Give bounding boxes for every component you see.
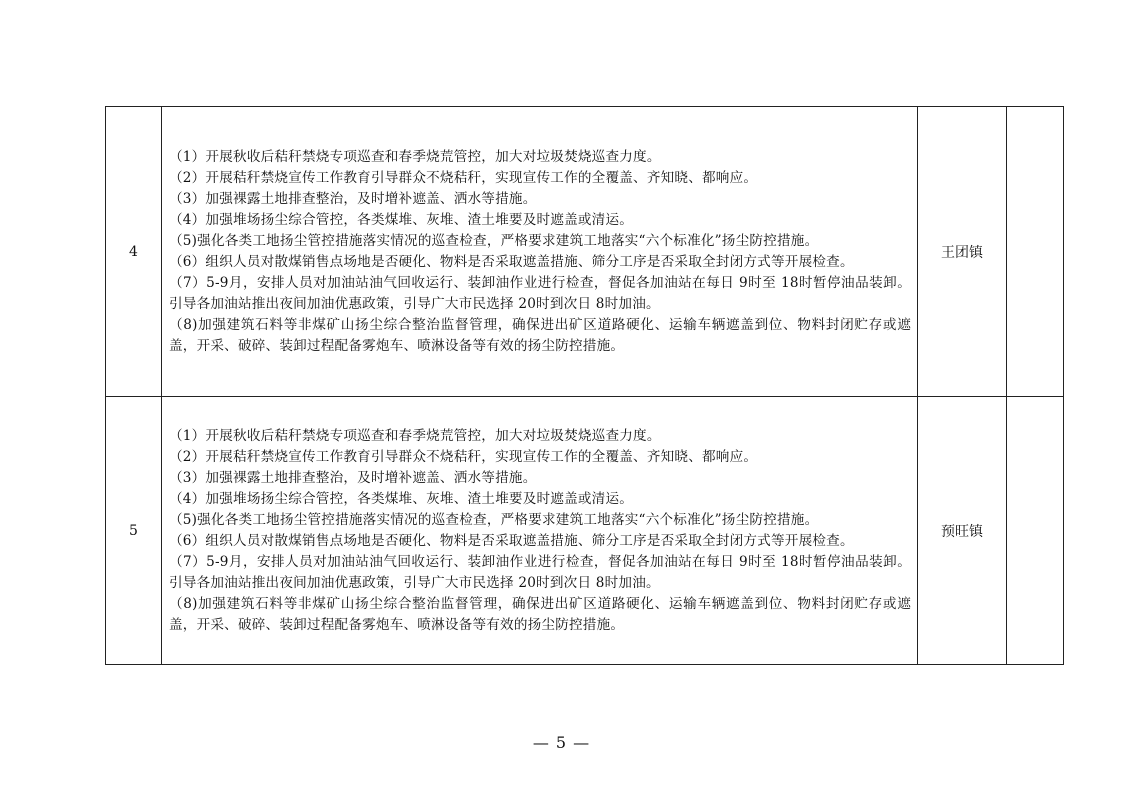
measure-item: （6）组织人员对散煤销售点场地是否硬化、物料是否采取遮盖措施、筛分工序是否采取全封闭方式等开展检查。 xyxy=(169,532,854,549)
town-cell: 预旺镇 xyxy=(918,397,1007,665)
measures-table xyxy=(105,106,1064,665)
town-cell: 王团镇 xyxy=(918,107,1007,397)
measure-item: （1）开展秋收后秸秆禁烧专项巡查和春季烧荒管控，加大对垃圾焚烧巡查力度。 xyxy=(169,148,661,165)
empty-cell xyxy=(1007,397,1064,665)
measure-item: （1）开展秋收后秸秆禁烧专项巡查和春季烧荒管控，加大对垃圾焚烧巡查力度。 xyxy=(169,427,661,444)
measure-item: （2）开展秸秆禁烧宣传工作教育引导群众不烧秸秆，实现宣传工作的全覆盖、齐知晓、都响应。 xyxy=(169,169,758,186)
table-row xyxy=(106,107,1064,397)
row-number-cell: 5 xyxy=(106,397,162,665)
row-number-cell: 4 xyxy=(106,107,162,397)
measure-item: （8)加强建筑石料等非煤矿山扬尘综合整治监督管理，确保进出矿区道路硬化、运输车辆遮盖到位、物料封闭贮存或遮盖，开采、破碎、装卸过程配备雾炮车、喷淋设备等有效的扬尘防控措施。 xyxy=(169,595,911,633)
measures-cell xyxy=(162,107,918,397)
empty-cell xyxy=(1007,107,1064,397)
measure-item: （2）开展秸秆禁烧宣传工作教育引导群众不烧秸秆，实现宣传工作的全覆盖、齐知晓、都响应。 xyxy=(169,448,758,465)
measure-item: （4）加强堆场扬尘综合管控，各类煤堆、灰堆、渣土堆要及时遮盖或清运。 xyxy=(169,211,634,228)
table-row xyxy=(106,397,1064,665)
measure-item: （6）组织人员对散煤销售点场地是否硬化、物料是否采取遮盖措施、筛分工序是否采取全封闭方式等开展检查。 xyxy=(169,253,854,270)
measures-cell xyxy=(162,397,918,665)
measure-item: （8)加强建筑石料等非煤矿山扬尘综合整治监督管理，确保进出矿区道路硬化、运输车辆遮盖到位、物料封闭贮存或遮盖，开采、破碎、装卸过程配备雾炮车、喷淋设备等有效的扬尘防控措施。 xyxy=(169,316,911,354)
measure-item: （5)强化各类工地扬尘管控措施落实情况的巡查检查，严格要求建筑工地落实“六个标准化”扬尘防控措施。 xyxy=(169,511,819,528)
measure-item: （7）5-9月，安排人员对加油站油气回收运行、装卸油作业进行检查，督促各加油站在每日 9时至 18时暂停油品装卸。引导各加油站推出夜间加油优惠政策，引导广大市民选择 20时到次日 8时加油。 xyxy=(169,553,911,591)
page-number: — 5 — xyxy=(532,733,591,752)
measure-item: （3）加强裸露土地排查整治，及时增补遮盖、洒水等措施。 xyxy=(169,190,537,207)
measure-item: （4）加强堆场扬尘综合管控，各类煤堆、灰堆、渣土堆要及时遮盖或清运。 xyxy=(169,490,634,507)
measure-item: （7）5-9月，安排人员对加油站油气回收运行、装卸油作业进行检查，督促各加油站在每日 9时至 18时暂停油品装卸。引导各加油站推出夜间加油优惠政策，引导广大市民选择 20时到次日 8时加油。 xyxy=(169,274,911,312)
measure-item: （3）加强裸露土地排查整治，及时增补遮盖、洒水等措施。 xyxy=(169,469,537,486)
measure-item: （5)强化各类工地扬尘管控措施落实情况的巡查检查，严格要求建筑工地落实“六个标准化”扬尘防控措施。 xyxy=(169,232,819,249)
